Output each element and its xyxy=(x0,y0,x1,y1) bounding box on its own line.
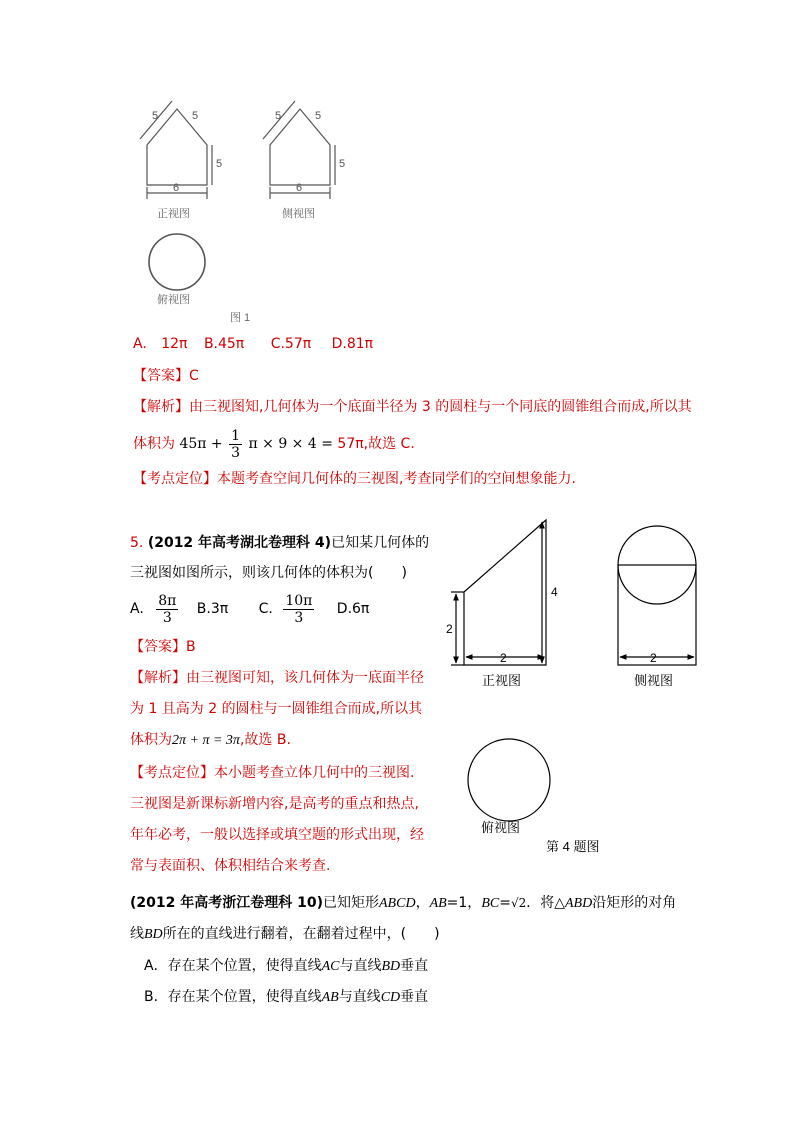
q10-text-c: =1， xyxy=(446,895,482,911)
top-view-circle xyxy=(149,234,205,290)
q4-option-c: C.57π xyxy=(270,336,312,352)
q5-opt-c-den: 3 xyxy=(294,609,304,626)
q4-frac-den: 3 xyxy=(231,444,241,461)
q4-frac-num: 1 xyxy=(231,427,241,444)
q5-point-line1 xyxy=(130,763,414,783)
q10-option-a xyxy=(144,956,428,977)
q10-triangle: △ABD xyxy=(554,896,593,911)
q10-text-d: = xyxy=(499,895,511,911)
q10-option-b xyxy=(144,987,428,1008)
q4-answer-value: C xyxy=(189,368,199,384)
q5-stem-line2 xyxy=(130,563,407,583)
fig1-label-5b: 5 xyxy=(192,110,199,122)
q5-point-text4: 常与表面积、体积相结合来考查. xyxy=(130,858,331,874)
fig1-side-label-5b: 5 xyxy=(315,110,322,122)
q4-option-d: D.81π xyxy=(331,336,374,352)
q4-analysis-prefix: 体积为 xyxy=(133,436,175,452)
q5-opt-c-frac xyxy=(283,593,314,626)
q10-bc: BC xyxy=(481,896,500,911)
q10-stem-line2 xyxy=(130,924,440,945)
q10-text-rest: 所在的直线进行翻着，在翻着过程中，( ) xyxy=(162,926,440,942)
q5-opt-a-den: 3 xyxy=(162,609,172,626)
q10-stem-line1 xyxy=(130,893,676,914)
q4-point-text: 本题考查空间几何体的三视图,考查同学们的空间想象能力. xyxy=(217,471,576,487)
q4-option-b: B.45π xyxy=(203,336,245,352)
q5-analysis-suffix: ,故选 B. xyxy=(239,732,291,748)
fig1-side-label-5a: 5 xyxy=(275,110,282,122)
q5-point-text1: 本小题考查立体几何中的三视图. xyxy=(214,765,415,781)
q4-option-a-value: 12π xyxy=(161,336,188,352)
q4-analysis-line1 xyxy=(133,397,692,417)
q5-analysis-tag: 【解析】 xyxy=(130,670,186,686)
q4-analysis-line2 xyxy=(133,426,415,462)
q5-answer-tag: 【答案】 xyxy=(130,639,186,655)
q4-formula xyxy=(179,427,337,461)
q5-top-view-circle xyxy=(468,739,550,821)
q10-optB-text: B．存在某个位置，使得直线 xyxy=(144,989,322,1005)
q10-optA-bd: BD xyxy=(381,959,401,974)
q10-abcd: ABCD xyxy=(379,896,416,911)
fig1-side-label-5h: 5 xyxy=(339,158,346,170)
figure-1 xyxy=(130,95,360,325)
q5-source: (2012 年高考湖北卷理科 4) xyxy=(147,535,332,551)
q10-source: (2012 年高考浙江卷理科 10) xyxy=(130,895,323,911)
q5-point-line2 xyxy=(130,794,419,814)
q5-analysis-prefix: 体积为 xyxy=(130,732,172,748)
q10-optB-perp: 垂直 xyxy=(400,989,429,1005)
q4-point-tag: 【考点定位】 xyxy=(133,471,217,487)
q5-opt-a-frac xyxy=(156,593,178,626)
q5-answer-value: B xyxy=(186,639,196,655)
fig1-caption: 图 1 xyxy=(230,312,251,324)
q5-point-text3: 年年必考，一般以选择或填空题的形式出现，经 xyxy=(130,827,424,843)
q5-point-text2: 三视图是新课标新增内容,是高考的重点和热点, xyxy=(130,796,419,812)
q4-options xyxy=(133,334,373,354)
q5-point-line4 xyxy=(130,856,330,876)
q10-text-line: 线 xyxy=(130,926,144,942)
q4-analysis-tag: 【解析】 xyxy=(133,399,189,415)
q5-opt-c-num: 10π xyxy=(285,592,313,609)
q10-optA-perp: 垂直 xyxy=(400,958,429,974)
q5-opt-a-letter: A. xyxy=(130,601,144,617)
q5-opt-a-num: 8π xyxy=(158,592,177,609)
q5-dim-2-bottom: 2 xyxy=(500,651,507,665)
q10-optA-with: 与直线 xyxy=(339,958,382,974)
q5-stem-line1 xyxy=(130,533,429,553)
fig1-top-view-label: 俯视图 xyxy=(157,294,190,306)
q5-dim-2-side: 2 xyxy=(650,651,657,665)
fig1-side-view-label: 侧视图 xyxy=(282,208,315,220)
q10-optA-ac: AC xyxy=(321,959,340,974)
q5-dim-4: 4 xyxy=(551,585,558,599)
q10-text-e: ．将 xyxy=(526,895,555,911)
q5-point-line3 xyxy=(130,825,424,845)
q4-point xyxy=(133,469,576,489)
q5-side-view-rect xyxy=(618,565,696,665)
q5-dim-2-left: 2 xyxy=(446,622,453,636)
q10-bd: BD xyxy=(144,927,163,942)
q4-option-a-letter: A. xyxy=(133,336,147,352)
q5-opt-c-letter: C. xyxy=(258,601,273,617)
q5-side-view-label: 侧视图 xyxy=(634,673,674,688)
q4-answer xyxy=(133,366,199,386)
fig1-side-label-6: 6 xyxy=(296,182,303,194)
q5-answer xyxy=(130,637,196,657)
q4-analysis-text1: 由三视图知,几何体为一个底面半径为 3 的圆柱与一个同底的圆锥组合而成,所以其 xyxy=(189,399,692,415)
q10-text-f: 沿矩形的对角 xyxy=(592,895,677,911)
q10-optB-ab: AB xyxy=(321,990,339,1005)
q4-formula-a: 45π + xyxy=(179,436,223,452)
q5-analysis-text1: 由三视图可知，该几何体为一底面半径 xyxy=(186,670,424,686)
q4-answer-tag: 【答案】 xyxy=(133,368,189,384)
q10-optB-with: 与直线 xyxy=(338,989,381,1005)
q5-point-tag: 【考点定位】 xyxy=(130,765,214,781)
fig1-label-5h: 5 xyxy=(216,158,223,170)
q5-front-view-shape xyxy=(464,520,546,665)
q5-options xyxy=(130,589,369,629)
fig1-label-6: 6 xyxy=(173,182,180,194)
q4-analysis-suffix: ,故选 C. xyxy=(363,436,415,452)
q5-stem-text1: 已知某几何体的 xyxy=(331,535,430,551)
q4-result: 57π xyxy=(337,436,364,452)
q5-analysis-formula: 2π + π = 3π xyxy=(172,733,240,748)
q5-opt-b: B.3π xyxy=(196,601,229,617)
q10-sqrt2: √2 xyxy=(510,896,527,910)
fig1-label-5a: 5 xyxy=(152,110,159,122)
q5-analysis-line3 xyxy=(130,730,291,751)
q4-formula-b: π × 9 × 4 = xyxy=(248,436,333,452)
q5-stem-text2: 三视图如图所示，则该几何体的体积为( ) xyxy=(130,565,407,581)
q10-text-b: ， xyxy=(415,895,430,911)
q10-ab: AB xyxy=(429,896,447,911)
q10-optB-cd: CD xyxy=(380,990,401,1005)
q5-number: 5. xyxy=(130,535,144,551)
q5-figure-caption: 第 4 题图 xyxy=(546,839,600,854)
fig1-front-view-label: 正视图 xyxy=(157,208,190,220)
q5-analysis-line2 xyxy=(130,699,422,719)
q5-top-view-label: 俯视图 xyxy=(481,820,521,835)
q10-optA-text: A．存在某个位置，使得直线 xyxy=(144,958,322,974)
q5-front-view-label: 正视图 xyxy=(482,673,522,688)
q10-text-a: 已知矩形 xyxy=(323,895,379,911)
q5-analysis-line1 xyxy=(130,668,424,688)
q5-analysis-text2: 为 1 且高为 2 的圆柱与一圆锥组合而成,所以其 xyxy=(130,701,423,717)
q5-opt-d: D.6π xyxy=(336,601,370,617)
q4-fraction xyxy=(229,428,242,461)
q5-figure xyxy=(438,508,748,858)
